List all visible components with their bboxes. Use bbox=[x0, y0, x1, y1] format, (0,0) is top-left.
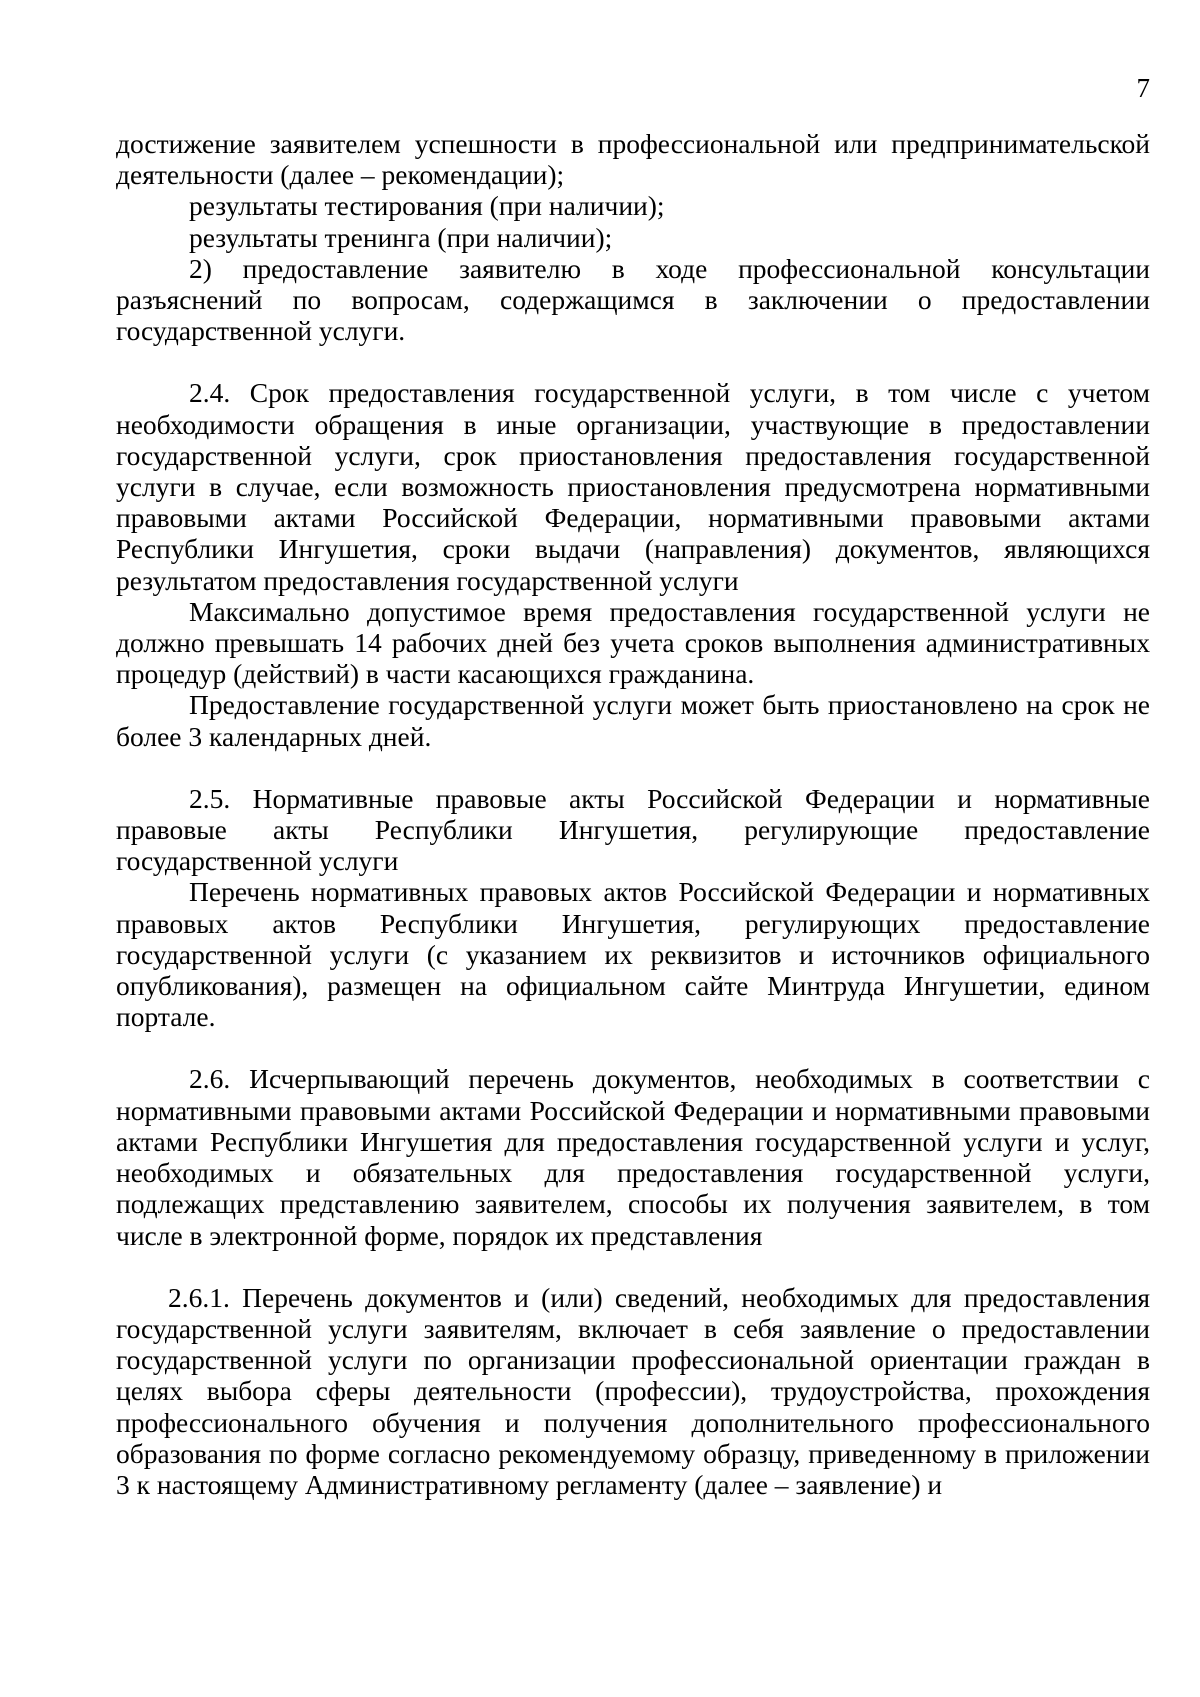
paragraph-suspension: Предоставление государственной услуги может быть приостановлено на срок не более 3 календарных дней. bbox=[116, 689, 1150, 752]
section-2-6-heading: 2.6. Исчерпывающий перечень документов, необходимых в соответствии с нормативными правовыми актами Российской Федерации и нормативными правовыми актами Республики Ингушетия для предоставления государственной услуги и услуг, необходимых и обязательных для предоставления государственной услуги, подлежащих представлению заявителем, способы их получения заявителем, в том числе в электронной форме, порядок их представления bbox=[116, 1063, 1150, 1251]
section-spacer bbox=[116, 1251, 1150, 1282]
paragraph-legal-acts-list: Перечень нормативных правовых актов Российской Федерации и нормативных правовых актов Республики Ингушетия, регулирующих предоставление государственной услуги (с указанием их реквизитов и источников официального опубликования), размещен на официальном сайте Минтруда Ингушетии, едином портале. bbox=[116, 876, 1150, 1033]
section-2-4-heading: 2.4. Срок предоставления государственной услуги, в том числе с учетом необходимости обращения в иные организации, участвующие в предоставлении государственной услуги, срок приостановления предоставления государственной услуги в случае, если возможность приостановления предусмотрена нормативными правовыми актами Российской Федерации, нормативными правовыми актами Республики Ингушетия, сроки выдачи (направления) документов, являющихся результатом предоставления государственной услуги bbox=[116, 377, 1150, 596]
page-number: 7 bbox=[1136, 73, 1150, 103]
section-2-6-1-paragraph: 2.6.1. Перечень документов и (или) сведений, необходимых для предоставления государственной услуги заявителям, включает в себя заявление о предоставлении государственной услуги по организации профессиональной ориентации граждан в целях выбора сферы деятельности (профессии), трудоустройства, прохождения профессионального обучения и получения дополнительного профессионального образования по форме согласно рекомендуемому образцу, приведенному в приложении 3 к настоящему Административному регламенту (далее – заявление) и bbox=[116, 1281, 1150, 1500]
paragraph-training-results: результаты тренинга (при наличии); bbox=[189, 221, 613, 253]
paragraph-recommendations: достижение заявителем успешности в профессиональной или предпринимательской деятельности (далее – рекомендации); bbox=[116, 128, 1150, 191]
paragraph-consultation-clarifications: 2) предоставление заявителю в ходе профессиональной консультации разъяснений по вопросам, содержащимся в заключении о предоставлении государственной услуги. bbox=[116, 252, 1150, 347]
paragraph-testing-results: результаты тестирования (при наличии); bbox=[189, 190, 665, 222]
paragraph-max-time: Максимально допустимое время предоставления государственной услуги не должно превышать 14 рабочих дней без учета сроков выполнения административных процедур (действий) в части касающихся гражданина. bbox=[116, 595, 1150, 690]
document-body bbox=[116, 128, 1150, 1500]
section-2-5-heading: 2.5. Нормативные правовые акты Российской Федерации и нормативные правовые акты Республики Ингушетия, регулирующие предоставление государственной услуги bbox=[116, 782, 1150, 877]
section-spacer bbox=[116, 1032, 1150, 1063]
section-spacer bbox=[116, 752, 1150, 783]
section-spacer bbox=[116, 346, 1150, 377]
